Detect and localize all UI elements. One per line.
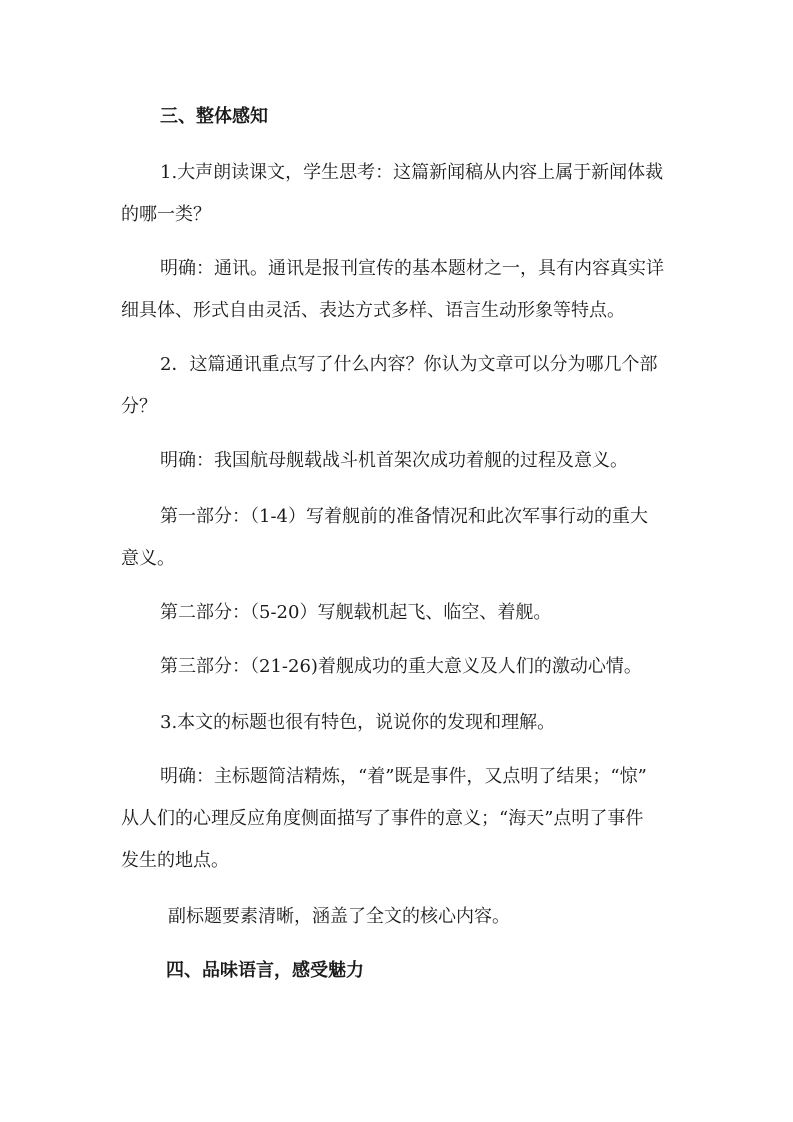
question-2-line-2: 分？ — [121, 396, 157, 417]
answer-3-line-3: 发生的地点。 — [121, 850, 229, 871]
section-heading-4: 四、品味语言，感受魅力 — [166, 960, 364, 981]
part-1-line-2: 意义。 — [121, 548, 175, 569]
answer-2: 明确：我国航母舰载战斗机首架次成功着舰的过程及意义。 — [160, 450, 628, 471]
subtitle-note: 副标题要素清晰，涵盖了全文的核心内容。 — [168, 906, 510, 927]
part-3: 第三部分：（21-26)着舰成功的重大意义及人们的激动心情。 — [160, 656, 642, 677]
question-3: 3.本文的标题也很有特色，说说你的发现和理解。 — [160, 712, 556, 733]
part-1-line-1: 第一部分：（1-4）写着舰前的准备情况和此次军事行动的重大 — [160, 506, 648, 527]
section-heading: 三、整体感知 — [160, 106, 268, 127]
question-1-line-1: 1.大声朗读课文，学生思考：这篇新闻稿从内容上属于新闻体裁 — [160, 162, 664, 183]
answer-1-line-1: 明确：通讯。通讯是报刊宣传的基本题材之一，具有内容真实详 — [160, 258, 664, 279]
answer-1-line-2: 细具体、形式自由灵活、表达方式多样、语言生动形象等特点。 — [121, 300, 625, 321]
question-2-line-1: 2．这篇通讯重点写了什么内容？你认为文章可以分为哪几个部 — [160, 354, 658, 375]
part-2: 第二部分：（5-20）写舰载机起飞、临空、着舰。 — [160, 602, 552, 623]
question-1-line-2: 的哪一类？ — [121, 204, 211, 225]
answer-3-line-1: 明确：主标题简洁精炼，“着”既是事件，又点明了结果；“惊” — [160, 766, 647, 787]
answer-3-line-2: 从人们的心理反应角度侧面描写了事件的意义；“海天”点明了事件 — [121, 808, 644, 829]
